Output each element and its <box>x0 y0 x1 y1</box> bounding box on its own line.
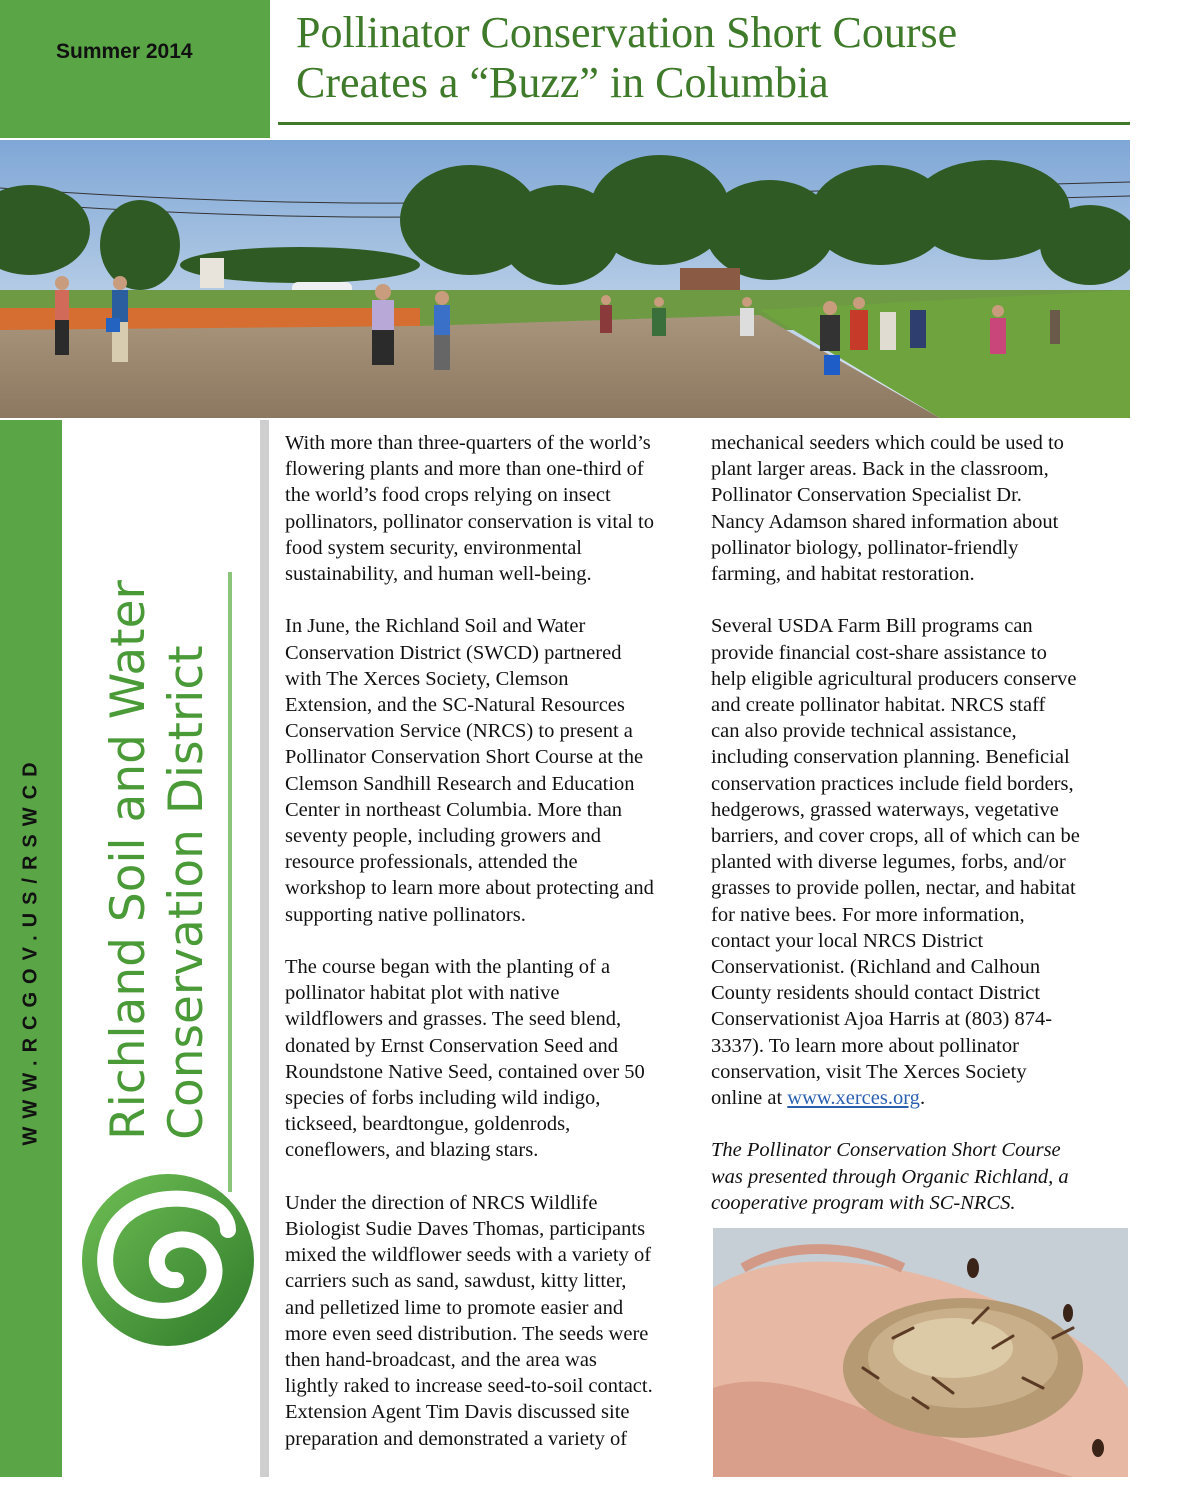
text-line: mixed the wildflower seeds with a variety of <box>285 1244 652 1267</box>
text-line: can also provide technical assistance, <box>711 720 1017 743</box>
text-line: Under the direction of NRCS Wildlife <box>285 1191 598 1214</box>
text-line: Conservation Service (NRCS) to present a <box>285 720 633 743</box>
headline-line: Creates a “Buzz” in Columbia <box>296 58 829 107</box>
column-divider <box>260 420 269 1477</box>
text-line: County residents should contact District <box>711 982 1041 1005</box>
text-line: lightly raked to increase seed-to-soil contact. <box>285 1375 653 1398</box>
text-line: The Pollinator Conservation Short Course <box>711 1139 1061 1162</box>
text-line: the world’s food crops relying on insect <box>285 484 611 507</box>
text-line: preparation and demonstrated a variety of <box>285 1427 628 1450</box>
text-line: sustainability, and human well-being. <box>285 563 592 586</box>
credit-note <box>711 1137 1131 1216</box>
text-line: Conservationist Ajoa Harris at (803) 874- <box>711 1008 1053 1031</box>
text-line: Biologist Sudie Daves Thomas, participants <box>285 1218 646 1241</box>
text-line: for native bees. For more information, <box>711 903 1025 926</box>
text-line: flowering plants and more than one-third of <box>285 458 644 481</box>
text-line: Pollinator Conservation Specialist Dr. <box>711 484 1022 507</box>
text-line: was presented through Organic Richland, a <box>711 1165 1069 1188</box>
text-line: Pollinator Conservation Short Course at the <box>285 746 644 769</box>
issue-date: Summer 2014 <box>56 40 193 63</box>
rswcd-logo-icon <box>78 1170 258 1355</box>
organization-name <box>100 580 216 1140</box>
text-line: help eligible agricultural producers conserve <box>711 667 1077 690</box>
text-line: Nancy Adamson shared information about <box>711 510 1059 533</box>
text-line: planted with diverse legumes, forbs, and/or <box>711 851 1066 874</box>
planting-photo <box>0 140 1130 418</box>
text-line: seventy people, including growers and <box>285 825 601 848</box>
website-url[interactable]: WWW.RCGOV.US/RSWCD <box>19 754 42 1146</box>
text-line: In June, the Richland Soil and Water <box>285 615 586 638</box>
text-line: hedgerows, grassed waterways, vegetative <box>711 798 1059 821</box>
text-line: farming, and habitat restoration. <box>711 563 975 586</box>
article-right-column <box>711 430 1131 1242</box>
text-line: mechanical seeders which could be used to <box>711 432 1064 454</box>
text-line: barriers, and cover crops, all of which can be <box>711 825 1080 848</box>
text-line: conservation, visit The Xerces Society <box>711 1060 1027 1083</box>
text-line: workshop to learn more about protecting and <box>285 877 654 900</box>
text-line: and create pollinator habitat. NRCS staff <box>711 694 1046 717</box>
headline-divider <box>278 122 1130 125</box>
text-line: species of forbs including wild indigo, <box>285 1087 601 1110</box>
text-line: Extension, and the SC-Natural Resources <box>285 694 625 717</box>
logo-stem <box>228 572 232 1192</box>
paragraph <box>711 430 1131 587</box>
text-line: food system security, environmental <box>285 536 582 559</box>
text-line: conservation practices include field borders, <box>711 772 1074 795</box>
text-line: cooperative program with SC-NRCS. <box>711 1191 1016 1214</box>
text-line: more even seed distribution. The seeds were <box>285 1322 649 1345</box>
text-line: Roundstone Native Seed, contained over 50 <box>285 1060 645 1083</box>
text-line: with The Xerces Society, Clemson <box>285 667 569 690</box>
headline-line: Pollinator Conservation Short Course <box>296 8 958 57</box>
text-line: donated by Ernst Conservation Seed and <box>285 1034 619 1057</box>
organization-name-line: Richland Soil and Water <box>101 580 156 1140</box>
text-line: resource professionals, attended the <box>285 851 578 874</box>
text-line: and pelletized lime to promote easier and <box>285 1296 624 1319</box>
text-line: Conservationist. (Richland and Calhoun <box>711 956 1041 979</box>
text-line: coneflowers, and blazing stars. <box>285 1139 539 1162</box>
text-line: including conservation planning. Beneficial <box>711 746 1070 769</box>
season-banner <box>0 0 270 138</box>
text-line: 3337). To learn more about pollinator <box>711 1034 1019 1057</box>
paragraph <box>285 1190 703 1452</box>
article-left-column <box>285 430 703 1478</box>
text-line: wildflowers and grasses. The seed blend, <box>285 1008 622 1031</box>
paragraph <box>285 954 703 1164</box>
text-line: Extension Agent Tim Davis discussed site <box>285 1401 630 1424</box>
link-prefix: online at <box>711 1087 788 1110</box>
text-line: pollinators, pollinator conservation is vital to <box>285 510 654 533</box>
link-suffix: . <box>919 1087 926 1110</box>
text-line: carriers such as sand, sawdust, kitty litter, <box>285 1270 627 1293</box>
xerces-link[interactable]: www.xerces.org <box>787 1087 920 1110</box>
text-line: contact your local NRCS District <box>711 929 984 952</box>
text-line <box>711 1085 1131 1111</box>
text-line: Several USDA Farm Bill programs can <box>711 615 1033 638</box>
text-line: The course began with the planting of a <box>285 956 611 979</box>
text-line: Center in northeast Columbia. More than <box>285 798 623 821</box>
paragraph <box>711 613 1131 1111</box>
text-line: then hand-broadcast, and the area was <box>285 1349 597 1372</box>
paragraph <box>285 613 703 927</box>
organization-name-line: Conservation District <box>159 645 214 1140</box>
text-line: Conservation District (SWCD) partnered <box>285 641 622 664</box>
seeds-in-hand-photo <box>713 1228 1128 1477</box>
text-line: With more than three-quarters of the world’s <box>285 432 651 454</box>
text-line: supporting native pollinators. <box>285 903 526 926</box>
text-line: Clemson Sandhill Research and Education <box>285 772 635 795</box>
headline <box>296 8 1156 108</box>
text-line: pollinator biology, pollinator-friendly <box>711 536 1019 559</box>
text-line: provide financial cost-share assistance to <box>711 641 1047 664</box>
text-line: grasses to provide pollen, nectar, and habitat <box>711 877 1076 900</box>
paragraph <box>285 430 703 587</box>
text-line: plant larger areas. Back in the classroom, <box>711 458 1049 481</box>
text-line: tickseed, beardtongue, goldenrods, <box>285 1113 571 1136</box>
text-line: pollinator habitat plot with native <box>285 982 560 1005</box>
